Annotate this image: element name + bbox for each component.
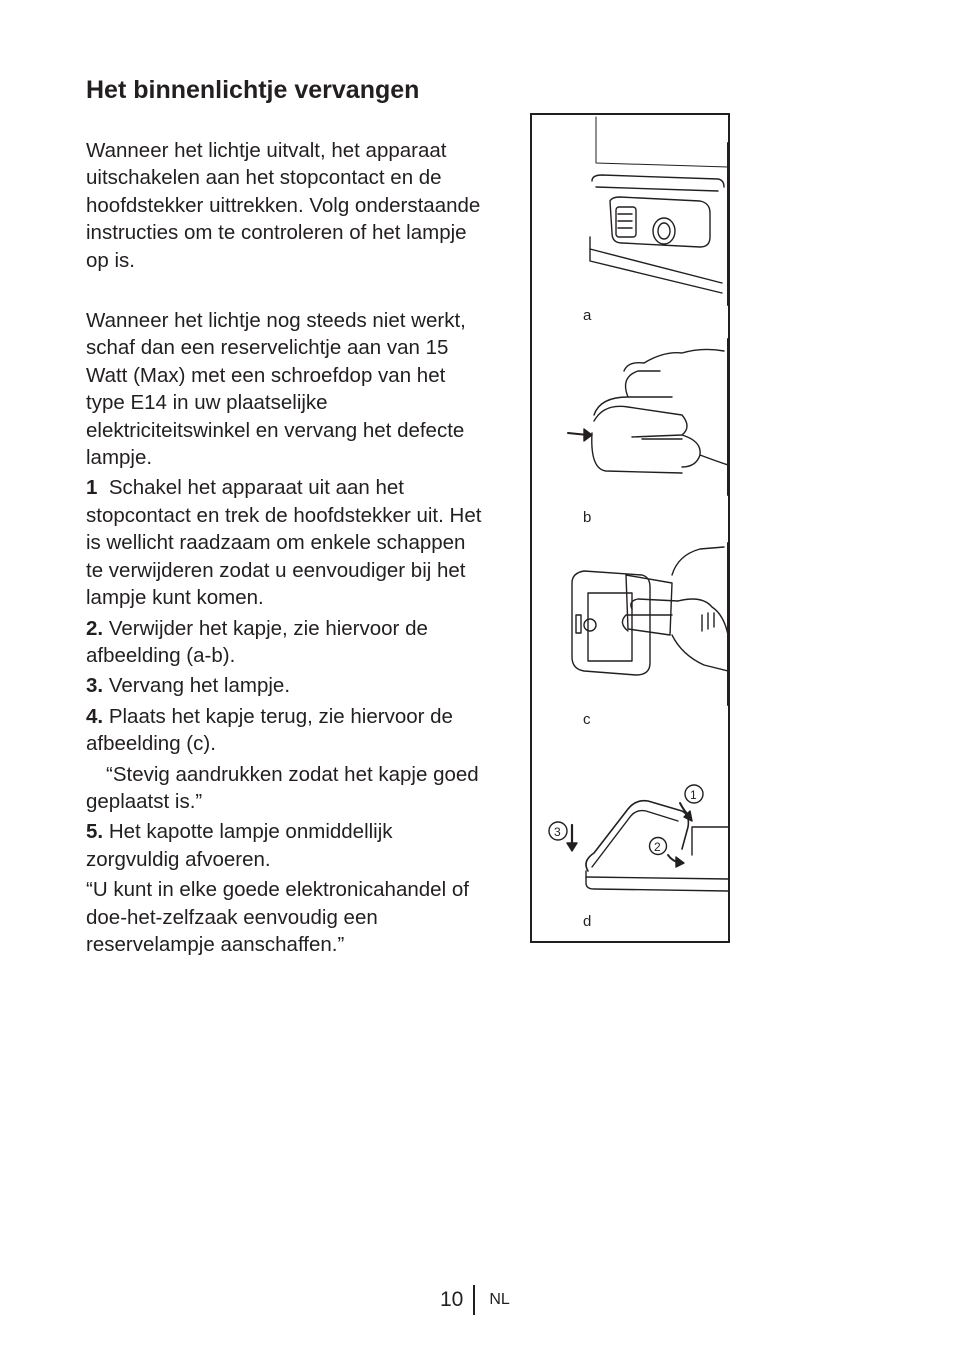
quote-press-firmly: “Stevig aandrukken zodat het kapje goed geplaatst is.” <box>86 762 479 813</box>
panel-d-cover-callouts <box>549 785 728 891</box>
language-code: NL <box>489 1291 510 1308</box>
instructions-column <box>86 137 486 958</box>
panel-a-lamp-housing <box>590 117 728 305</box>
panel-label-c: c <box>583 711 591 728</box>
footer-divider <box>473 1285 475 1315</box>
page-footer <box>440 1285 510 1315</box>
step-2 <box>86 615 486 670</box>
quote-buy-lamp: “U kunt in elke goede elektronicahandel of doe-het-zelfzaak eenvoudig een reservelampje aanschaffen.” <box>86 878 469 956</box>
step-3 <box>86 672 486 699</box>
lamp-replacement-figure <box>530 113 730 943</box>
page-title: Het binnenlichtje vervangen <box>86 76 420 104</box>
step-number: 2. <box>86 616 104 640</box>
panel-c-hand-replacing-lamp <box>572 543 728 705</box>
step-number: 5. <box>86 820 104 844</box>
step-5 <box>86 818 486 873</box>
intro-paragraph: Wanneer het lichtje uitvalt, het apparaat uitschakelen aan het stopcontact en de hoofdstekker uittrekken. Volg onderstaande instructies om te controleren of het lampje op is. <box>86 139 481 272</box>
panel-label-d: d <box>583 913 592 930</box>
step-text: Vervang het lampje. <box>108 674 291 698</box>
step-number: 3. <box>86 674 104 698</box>
step-number: 1 <box>86 476 98 500</box>
panel-label-a: a <box>583 307 592 324</box>
step-text: Plaats het kapje terug, zie hiervoor de afbeelding (c). <box>86 704 453 756</box>
callout-1: 1 <box>690 788 697 802</box>
page-number: 10 <box>440 1288 464 1311</box>
panel-label-b: b <box>583 509 592 526</box>
step-1 <box>86 474 486 611</box>
step-4 <box>86 703 486 758</box>
step-text: Het kapotte lampje onmiddellijk zorgvuldig afvoeren. <box>86 820 393 871</box>
step-number: 4. <box>86 704 104 728</box>
replacement-paragraph: Wanneer het lichtje nog steeds niet werkt, schaf dan een reservelichtje aan van 15 Watt (Max) met een schroefdop van het type E14 in uw plaatselijke elektriciteitswinkel en vervang het defecte lampje. <box>86 309 466 470</box>
step-text: Schakel het apparaat uit aan het stopcontact en trek de hoofdstekker uit. Het is wellicht raadzaam om enkele schappen te verwijderen zodat u eenvoudiger bij het lampje kunt komen. <box>86 476 482 610</box>
panel-b-hand-removing-cover <box>568 339 728 495</box>
illustration-panels <box>532 115 728 941</box>
step-text: Verwijder het kapje, zie hiervoor de afbeelding (a-b). <box>86 616 428 667</box>
callout-3: 3 <box>554 825 561 839</box>
callout-2: 2 <box>654 840 661 854</box>
